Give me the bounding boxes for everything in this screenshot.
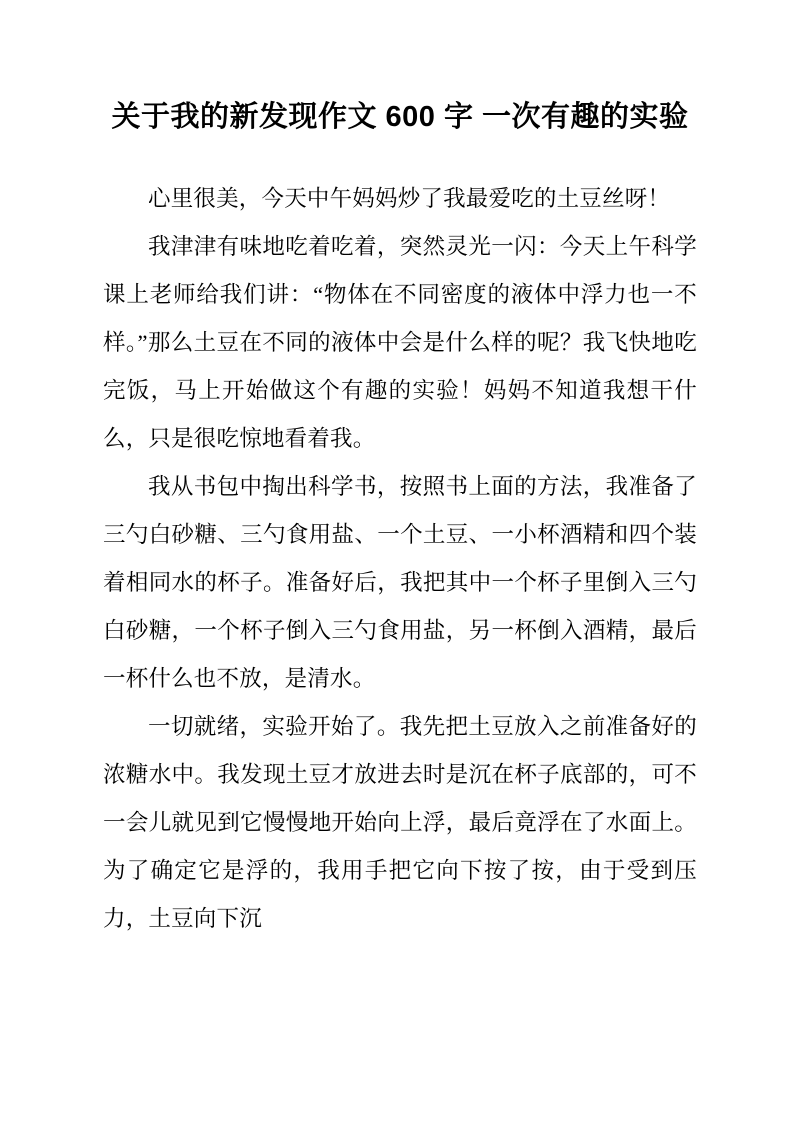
paragraph: 我津津有味地吃着吃着，突然灵光一闪：今天上午科学课上老师给我们讲：“物体在不同密度的液体中浮力也一不样。”那么土豆在不同的液体中会是什么样的呢？我飞快地吃完饭，马上开始做这个有趣的实验！妈妈不知道我想干什么，只是很吃惊地看着我。 xyxy=(103,234,697,451)
paragraph: 一切就绪，实验开始了。我先把土豆放入之前准备好的浓糖水中。我发现土豆才放进去时是沉在杯子底部的，可不一会儿就见到它慢慢地开始向上浮，最后竟浮在了水面上。为了确定它是浮的，我用手把它向下按了按，由于受到压力，土豆向下沉 xyxy=(103,714,697,931)
page-title: 关于我的新发现作文 600 字 一次有趣的实验 xyxy=(111,101,689,133)
document-body xyxy=(0,139,800,943)
paragraph: 我从书包中掏出科学书，按照书上面的方法，我准备了三勺白砂糖、三勺食用盐、一个土豆、一小杯酒精和四个装着相同水的杯子。准备好后，我把其中一个杯子里倒入三勺白砂糖，一个杯子倒入三勺食用盐，另一杯倒入酒精，最后一杯什么也不放，是清水。 xyxy=(103,474,697,691)
paragraph: 心里很美，今天中午妈妈炒了我最爱吃的土豆丝呀！ xyxy=(148,186,671,211)
